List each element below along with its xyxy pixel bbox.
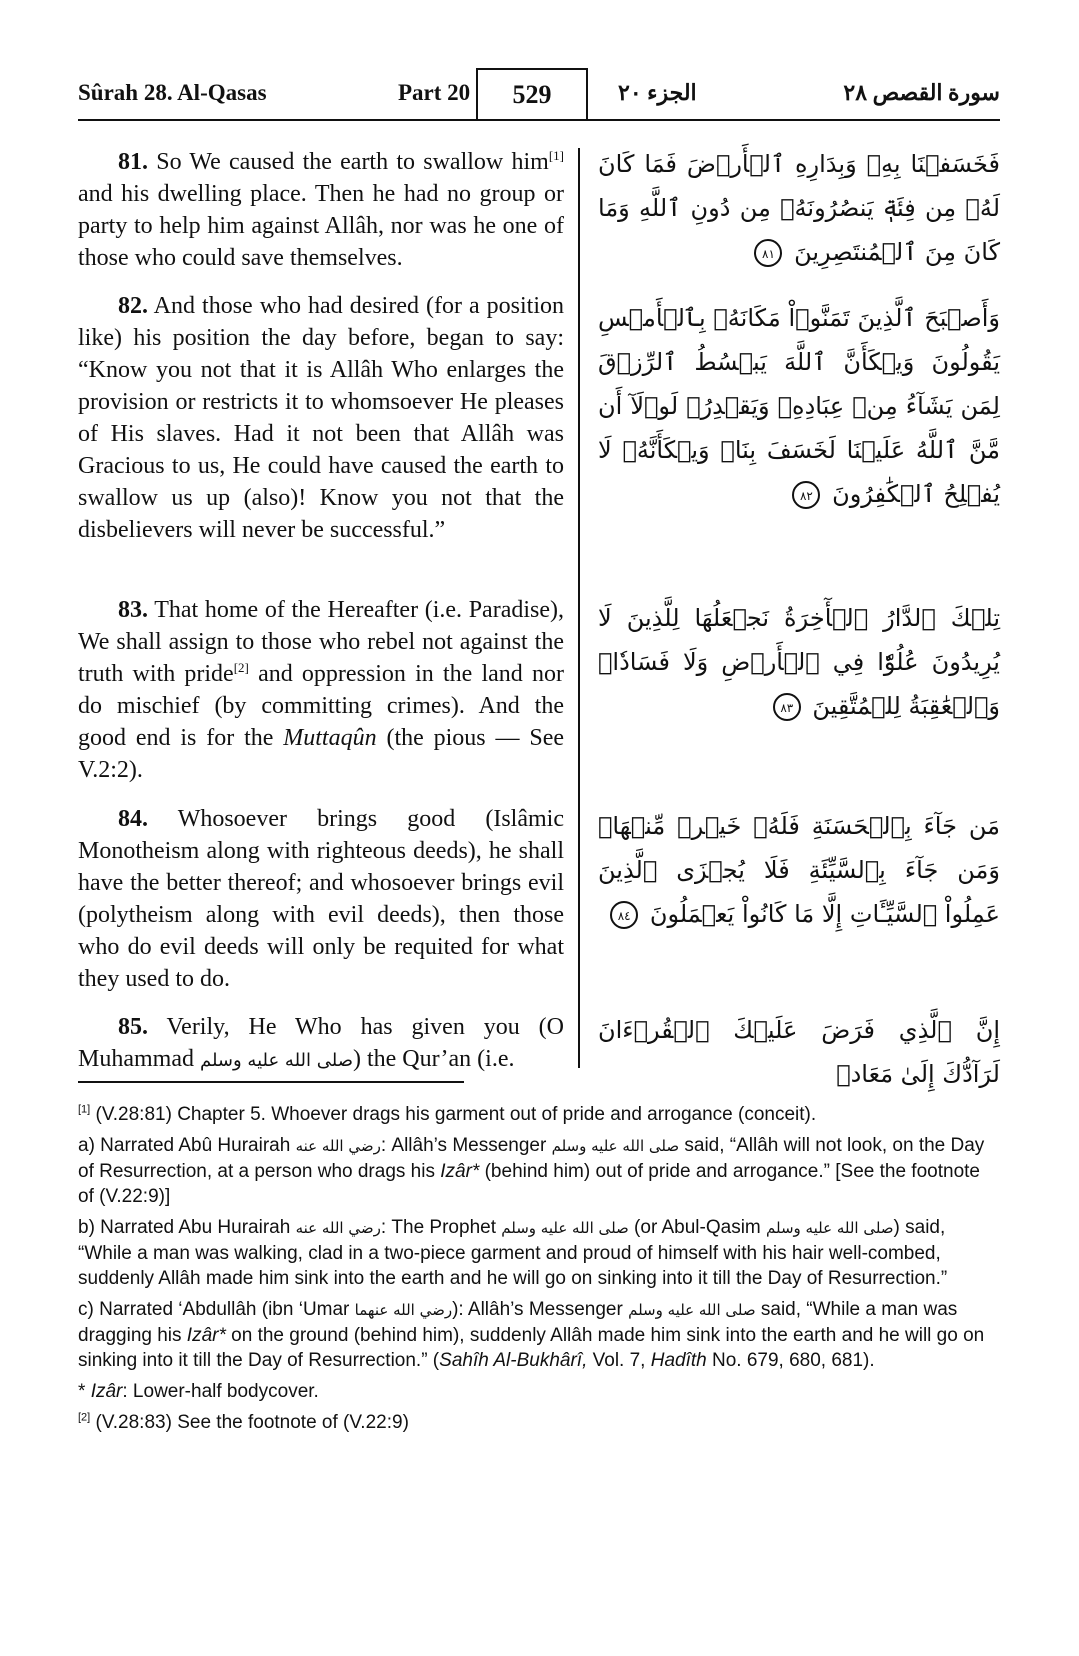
verse-82-translation: 82. And those who had desired (for a position like) his position the day before, began to say: “Know you not that it is Allâh Who enlarges the provision or restricts it to whomsoever He pleases of His slaves. Had it not been that Allâh was Gracious to us, He could have caused the earth to swallow us up (also)! Know you not that the disbelievers will never be successful.” <box>78 293 564 543</box>
verse-82-arabic: وَأَصۡبَحَ ٱلَّذِينَ تَمَنَّوۡاْ مَكَانَهُۥ بِٱلۡأَمۡسِ يَقُولُونَ وَيۡكَأَنَّ ٱللَّهَ يَبۡسُطُ ٱلرِّزۡقَ لِمَن يَشَآءُ مِنۡ عِبَادِهِۦ وَيَقۡدِرُۖ لَوۡلَآ أَن مَّنَّ ٱللَّهُ عَلَيۡنَا لَخَسَفَ بِنَاۖ وَيۡكَأَنَّهُۥ لَا يُفۡلِحُ ٱلۡكَٰفِرُونَ ٨٢ <box>598 304 1000 508</box>
ayah-number-marker: ٨٢ <box>792 481 820 509</box>
verse-83-translation: 83. That home of the Hereafter (i.e. Paradise), We shall assign to those who rebel not against the truth with pride[2] and oppression in the land nor do mischief (by committing crimes). And the good end is for the Muttaqûn (the pious — See V.2:2). <box>78 597 564 783</box>
verse-84-translation: 84. Whosoever brings good (Islâmic Monotheism along with righteous deeds), he shall have the better thereof; and whosoever brings evil (polytheism along with evil deeds), then those who do evil deeds will only be requited for what they used to do. <box>78 806 564 992</box>
verse-number: 85. <box>118 1014 148 1040</box>
footnote-ref: [1] <box>548 148 564 163</box>
verse-81-arabic: فَخَسَفۡنَا بِهِۦ وَبِدَارِهِ ٱلۡأَرۡضَ فَمَا كَانَ لَهُۥ مِن فِئَةٖ يَنصُرُونَهُۥ مِن دُونِ ٱللَّهِ وَمَا كَانَ مِنَ ٱلۡمُنتَصِرِينَ ٨١ <box>598 150 1000 266</box>
footnote-1c: c) Narrated ‘Abdullâh (ibn ‘Umar رضي الله عنهما): Allâh’s Messenger صلى الله عليه وسلم said, “While a man was dragging his Izâr* on the ground (behind him), suddenly Allâh made him sink into the earth and he will go on sinking into it till the Day of Resurrection.” (Sahîh Al-Bukhârî, Vol. 7, Hadîth No. 679, 680, 681). <box>78 1299 985 1371</box>
verse-81-translation: 81. So We caused the earth to swallow him[1] and his dwelling place. Then he had no group or party to help him against Allâh, nor was he one of those who could save themselves. <box>78 148 564 271</box>
footnote-1a: a) Narrated Abû Hurairah رضي الله عنه: Allâh’s Messenger صلى الله عليه وسلم said, “Allâh will not look, on the Day of Resurrection, at a person who drags his Izâr* (behind him) out of pride and arrogance.” [See the footnote of (V.22:9)] <box>78 1135 985 1207</box>
column-divider <box>578 148 580 1068</box>
page-header <box>78 66 1000 120</box>
footnote-rule <box>78 1081 464 1083</box>
ayah-number-marker: ٨١ <box>754 239 782 267</box>
verse-84-arabic: مَن جَآءَ بِٱلۡحَسَنَةِ فَلَهُۥ خَيۡرٞ مِّنۡهَاۖ وَمَن جَآءَ بِٱلسَّيِّئَةِ فَلَا يُجۡزَى ٱلَّذِينَ عَمِلُواْ ٱلسَّيِّـَٔاتِ إِلَّا مَا كَانُواْ يَعۡمَلُونَ ٨٤ <box>598 812 1000 928</box>
footnotes <box>78 1102 1000 1441</box>
surah-title: Sûrah 28. Al-Qasas <box>78 80 267 105</box>
ayah-number-marker: ٨٣ <box>773 693 801 721</box>
surah-arabic-title: سورة القصص ٢٨ <box>843 80 1000 105</box>
ayah-number-marker: ٨٤ <box>610 901 638 929</box>
footnote-1b: b) Narrated Abu Hurairah رضي الله عنه: The Prophet صلى الله عليه وسلم (or Abul-Qasim صلى الله عليه وسلم) said, “While a man was walking, clad in a two-piece garment and proud of himself with his hair well-combed, suddenly Allâh made him sink into the earth and he will go on sinking into it till the Day of Resurrection.” <box>78 1217 948 1289</box>
verse-number: 81. <box>118 149 148 175</box>
salawat-glyph: صلى الله عليه وسلم <box>199 1050 353 1071</box>
footnote-ref: [2] <box>233 660 249 675</box>
footnote-2: [2] (V.28:83) See the footnote of (V.22:9) <box>78 1411 409 1433</box>
part-label: Part 20 <box>398 80 471 105</box>
footnote-1-heading: [1] (V.28:81) Chapter 5. Whoever drags his garment out of pride and arrogance (conceit). <box>78 1103 817 1125</box>
verse-number: 83. <box>118 597 148 623</box>
verse-85-translation: 85. Verily, He Who has given you (O Muhammad صلى الله عليه وسلم) the Qur’an (i.e. <box>78 1014 564 1072</box>
verse-number: 82. <box>118 293 148 319</box>
page-number: 529 <box>476 68 588 120</box>
header-rule <box>78 119 1000 121</box>
verse-83-arabic: تِلۡكَ ٱلدَّارُ ٱلۡأٓخِرَةُ نَجۡعَلُهَا لِلَّذِينَ لَا يُرِيدُونَ عُلُوّٗا فِي ٱلۡأَرۡضِ وَلَا فَسَادٗاۚ وَٱلۡعَٰقِبَةُ لِلۡمُتَّقِينَ ٨٣ <box>598 604 1000 720</box>
izar-definition: * Izâr: Lower-half bodycover. <box>78 1381 319 1402</box>
juz-arabic: الجزء ٢٠ <box>618 80 697 105</box>
verse-number: 84. <box>118 806 148 832</box>
verse-85-arabic: إِنَّ ٱلَّذِي فَرَضَ عَلَيۡكَ ٱلۡقُرۡءَانَ لَرَآدُّكَ إِلَىٰ مَعَادٖ <box>598 1016 1000 1088</box>
